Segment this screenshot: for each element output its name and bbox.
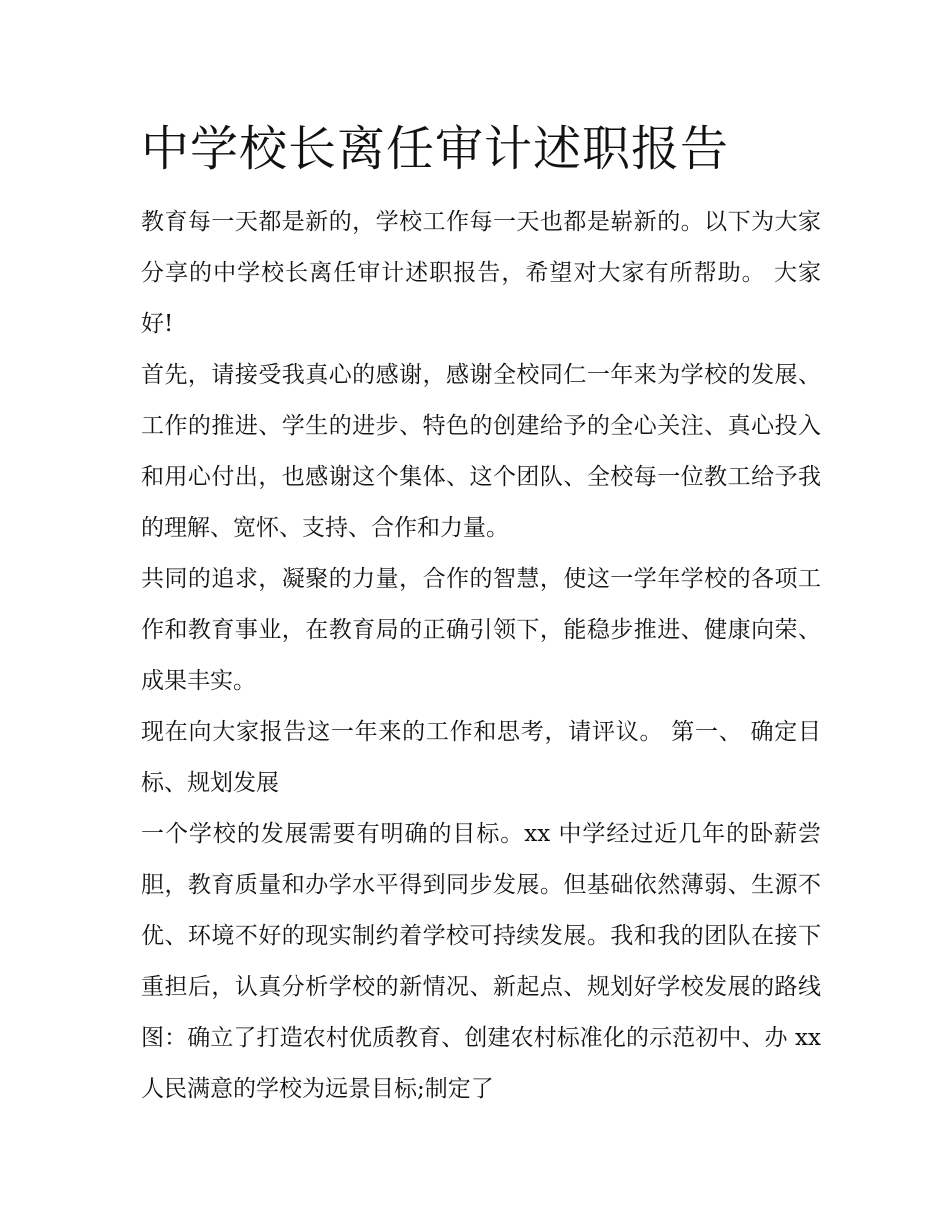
paragraph-intro: 教育每一天都是新的，学校工作每一天也都是崭新的。以下为大家分享的中学校长离任审计述职报告，希望对大家有所帮助。 大家好!	[141, 209, 821, 337]
document-title: 中学校长离任审计述职报告	[141, 121, 730, 177]
paragraph-section-one: 现在向大家报告这一年来的工作和思考，请评议。 第一、 确定目标、规划发展	[141, 719, 821, 796]
paragraph-thanks: 首先，请接受我真心的感谢，感谢全校同仁一年来为学校的发展、工作的推进、学生的进步、特色的创建给予的全心关注、真心投入和用心付出，也感谢这个集体、这个团队、全校每一位教工给予我的理解、宽怀、支持、合作和力量。	[141, 362, 821, 541]
paragraph-achievement: 共同的追求，凝聚的力量，合作的智慧，使这一学年学校的各项工作和教育事业，在教育局的正确引领下，能稳步推进、健康向荣、成果丰实。	[141, 566, 821, 694]
paragraph-goals: 一个学校的发展需要有明确的目标。xx 中学经过近几年的卧薪尝胆，教育质量和办学水平得到同步发展。但基础依然薄弱、生源不优、环境不好的现实制约着学校可持续发展。我和我的团队在接下重担后，认真分析学校的新情况、新起点、规划好学校发展的路线图：确立了打造农村优质教育、创建农村标准化的示范初中、办 xx 人民满意的学校为远景目标;制定了	[141, 821, 821, 1102]
document-body	[141, 112, 821, 1115]
